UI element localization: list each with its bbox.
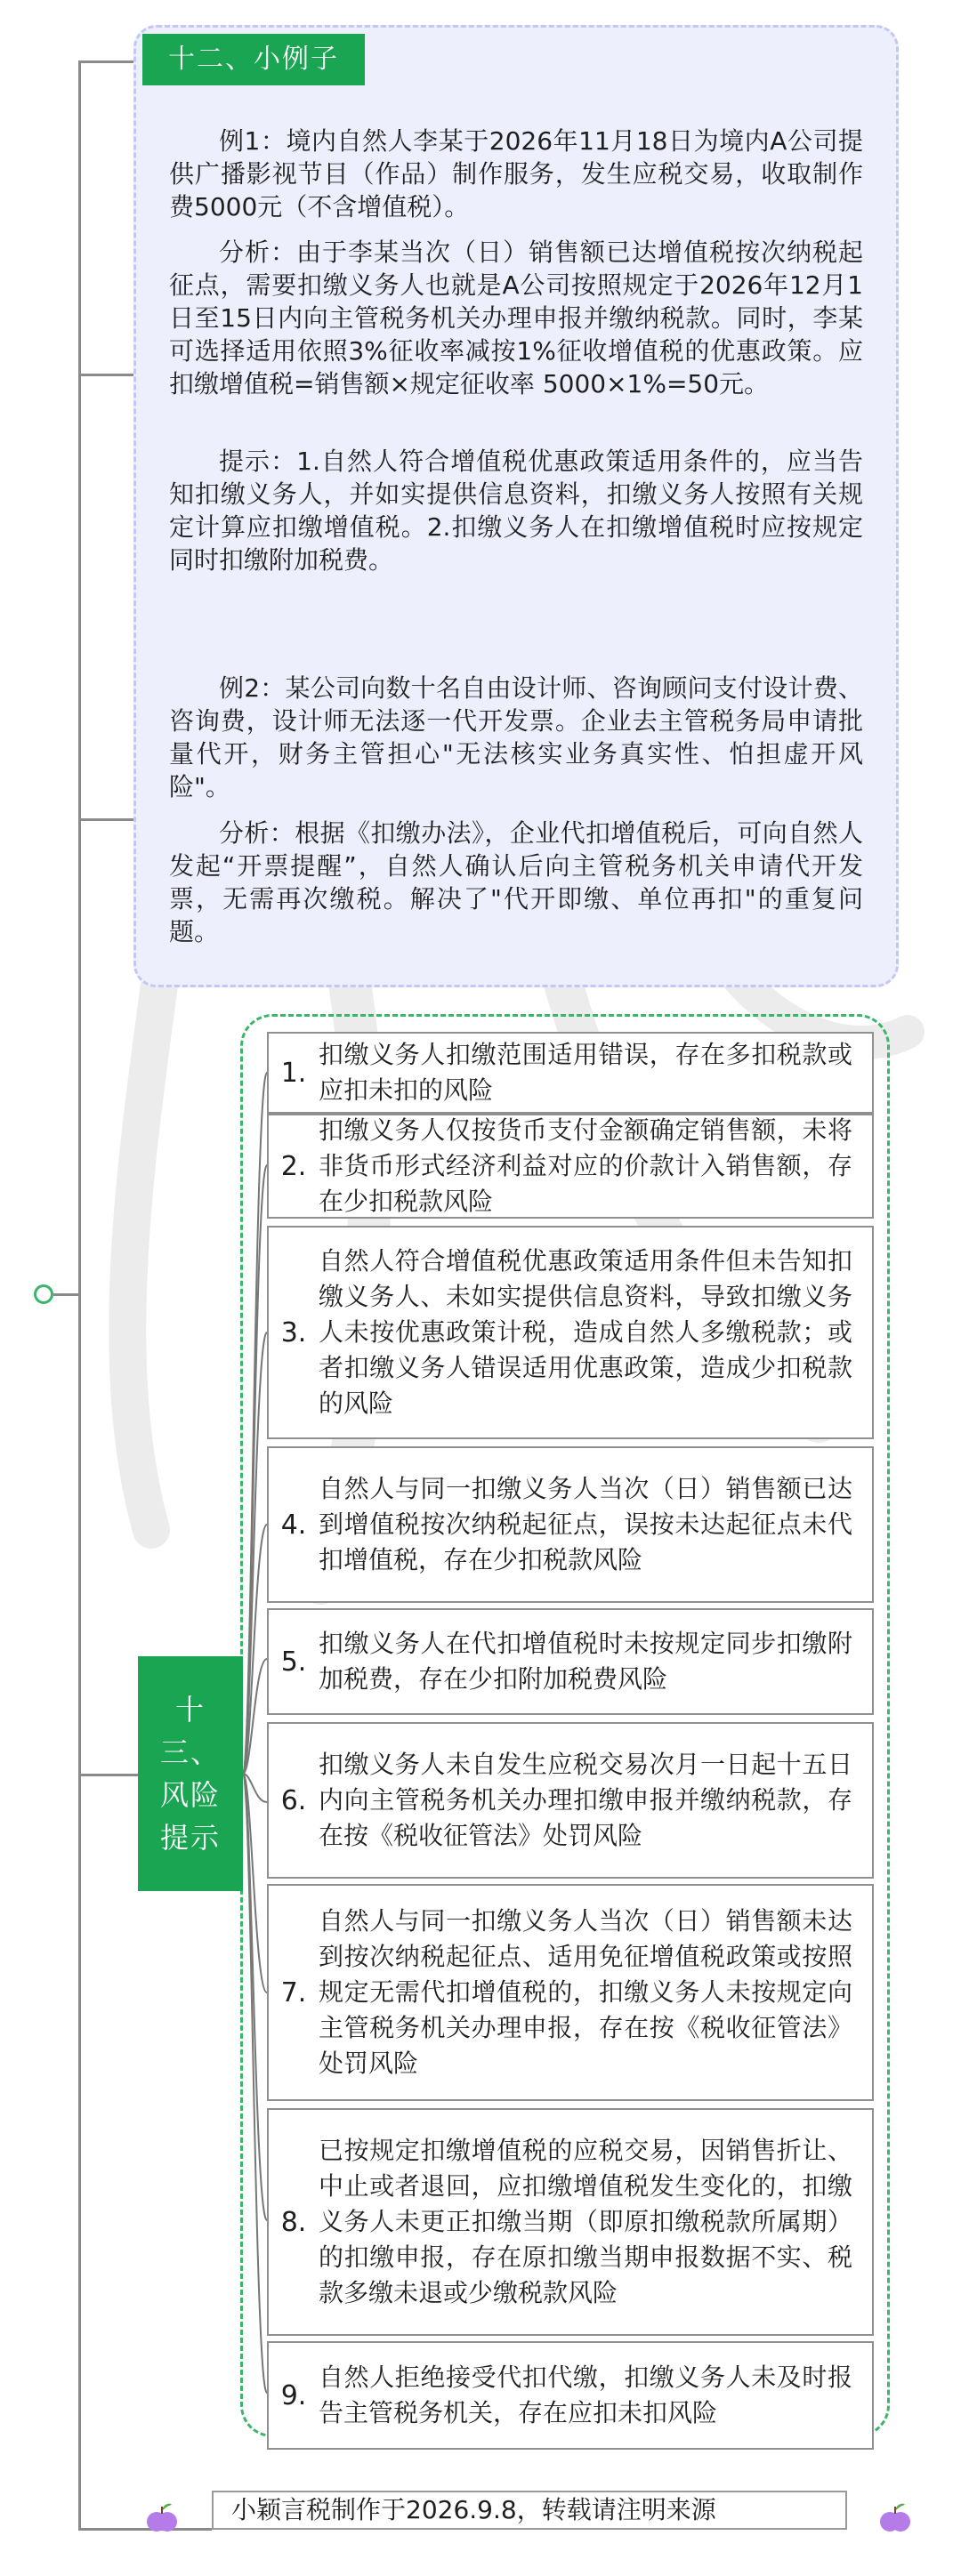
risk-item-3[interactable] xyxy=(267,1226,874,1439)
risk-item-6[interactable] xyxy=(267,1722,874,1879)
risk-item-text: 自然人符合增值税优惠政策适用条件但未告知扣缴义务人、未如实提供信息资料，导致扣缴义务人未按优惠政策计税，造成自然人多缴税款；或者扣缴义务人错误适用优惠政策，造成少扣税款的风险 xyxy=(319,1246,852,1418)
risk-item-text: 扣缴义务人扣缴范围适用错误，存在多扣税款或应扣未扣的风险 xyxy=(319,1040,852,1105)
section12-title[interactable]: 十二、小例子 xyxy=(142,34,365,85)
example1-tip: 提示：1.自然人符合增值税优惠政策适用条件的，应当告知扣缴义务人，并如实提供信息资料，扣缴义务人按照有关规定计算应扣缴增值税。2.扣缴义务人在扣缴增值税时应按规定同时扣缴附加税费。 xyxy=(169,447,863,575)
example2-text: 例2：某公司向数十名自由设计师、咨询顾问支付设计费、咨询费，设计师无法逐一代开发票。企业去主管税务局申请批量代开，财务主管担心"无法核实业务真实性、怕担虚开风险"。 xyxy=(169,673,863,801)
risk-item-text: 扣缴义务人在代扣增值税时未按规定同步扣缴附加税费，存在少扣附加税费风险 xyxy=(319,1629,852,1694)
root-node[interactable] xyxy=(34,1284,53,1304)
section13-title[interactable]: 十三、风险提示 xyxy=(138,1656,243,1891)
risk-item-number: 4. xyxy=(280,1509,307,1541)
apple-icon xyxy=(877,2500,913,2535)
risk-item-4[interactable] xyxy=(267,1446,874,1603)
risk-item-number: 8. xyxy=(280,2206,307,2238)
risk-item-number: 7. xyxy=(280,1976,307,2008)
risk-item-5[interactable] xyxy=(267,1608,874,1715)
risk-item-number: 2. xyxy=(280,1150,307,1182)
footer-credit: 小颖言税制作于2026.9.8，转载请注明来源 xyxy=(212,2491,847,2530)
risk-item-number: 5. xyxy=(280,1646,307,1678)
risk-item-1[interactable] xyxy=(267,1032,874,1114)
risk-item-2[interactable] xyxy=(267,1114,874,1219)
risk-item-7[interactable] xyxy=(267,1884,874,2101)
risk-item-number: 6. xyxy=(280,1784,307,1816)
risk-item-number: 3. xyxy=(280,1316,307,1348)
risk-item-text: 自然人拒绝接受代扣代缴，扣缴义务人未及时报告主管税务机关，存在应扣未扣风险 xyxy=(319,2363,852,2427)
risk-item-8[interactable] xyxy=(267,2108,874,2336)
risk-item-number: 1. xyxy=(280,1057,307,1089)
root-connector xyxy=(53,1293,78,1296)
connector-section13 xyxy=(78,1774,138,1776)
apple-icon xyxy=(144,2500,180,2535)
example2-analysis: 分析：根据《扣缴办法》，企业代扣增值税后，可向自然人发起“开票提醒”，自然人确认后向主管税务机关申请代开发票，无需再次缴税。解决了"代开即缴、单位再扣"的重复问题。 xyxy=(169,818,863,946)
risk-item-text: 自然人与同一扣缴义务人当次（日）销售额未达到按次纳税起征点、适用免征增值税政策或按照规定无需代扣增值税的，扣缴义务人未按规定向主管税务机关办理申报，存在按《税收征管法》处罚风险 xyxy=(319,1906,852,2078)
risk-item-text: 已按规定扣缴增值税的应税交易，因销售折让、中止或者退回，应扣缴增值税发生变化的，扣缴义务人未更正扣缴当期（即原扣缴税款所属期）的扣缴申报，存在原扣缴当期申报数据不实、税款多缴未退或少缴税款风险 xyxy=(319,2136,852,2307)
example1-text: 例1：境内自然人李某于2026年11月18日为境内A公司提供广播影视节目（作品）制作服务，发生应税交易，收取制作费5000元（不含增值税）。 xyxy=(169,126,863,221)
tree-spine xyxy=(78,60,81,2530)
risk-item-number: 9. xyxy=(280,2379,307,2411)
example1-analysis: 分析：由于李某当次（日）销售额已达增值税按次纳税起征点，需要扣缴义务人也就是A公司按照规定于2026年12月1日至15日内向主管税务机关办理申报并缴纳税款。同时，李某可选择适用依照3%征收率减按1%征收增值税的优惠政策。应扣缴增值税=销售额×规定征收率 5000×1%=50元。 xyxy=(169,237,863,398)
risk-item-text: 自然人与同一扣缴义务人当次（日）销售额已达到增值税按次纳税起征点，误按未达起征点未代扣增值税，存在少扣税款风险 xyxy=(319,1474,852,1574)
connector-example2 xyxy=(78,818,135,821)
connector-example1 xyxy=(78,374,135,376)
risk-item-text: 扣缴义务人仅按货币支付金额确定销售额，未将非货币形式经济利益对应的价款计入销售额，存在少扣税款风险 xyxy=(319,1115,852,1216)
risk-item-9[interactable] xyxy=(267,2341,874,2450)
risk-item-text: 扣缴义务人未自发生应税交易次月一日起十五日内向主管税务机关办理扣缴申报并缴纳税款，存在按《税收征管法》处罚风险 xyxy=(319,1750,852,1850)
